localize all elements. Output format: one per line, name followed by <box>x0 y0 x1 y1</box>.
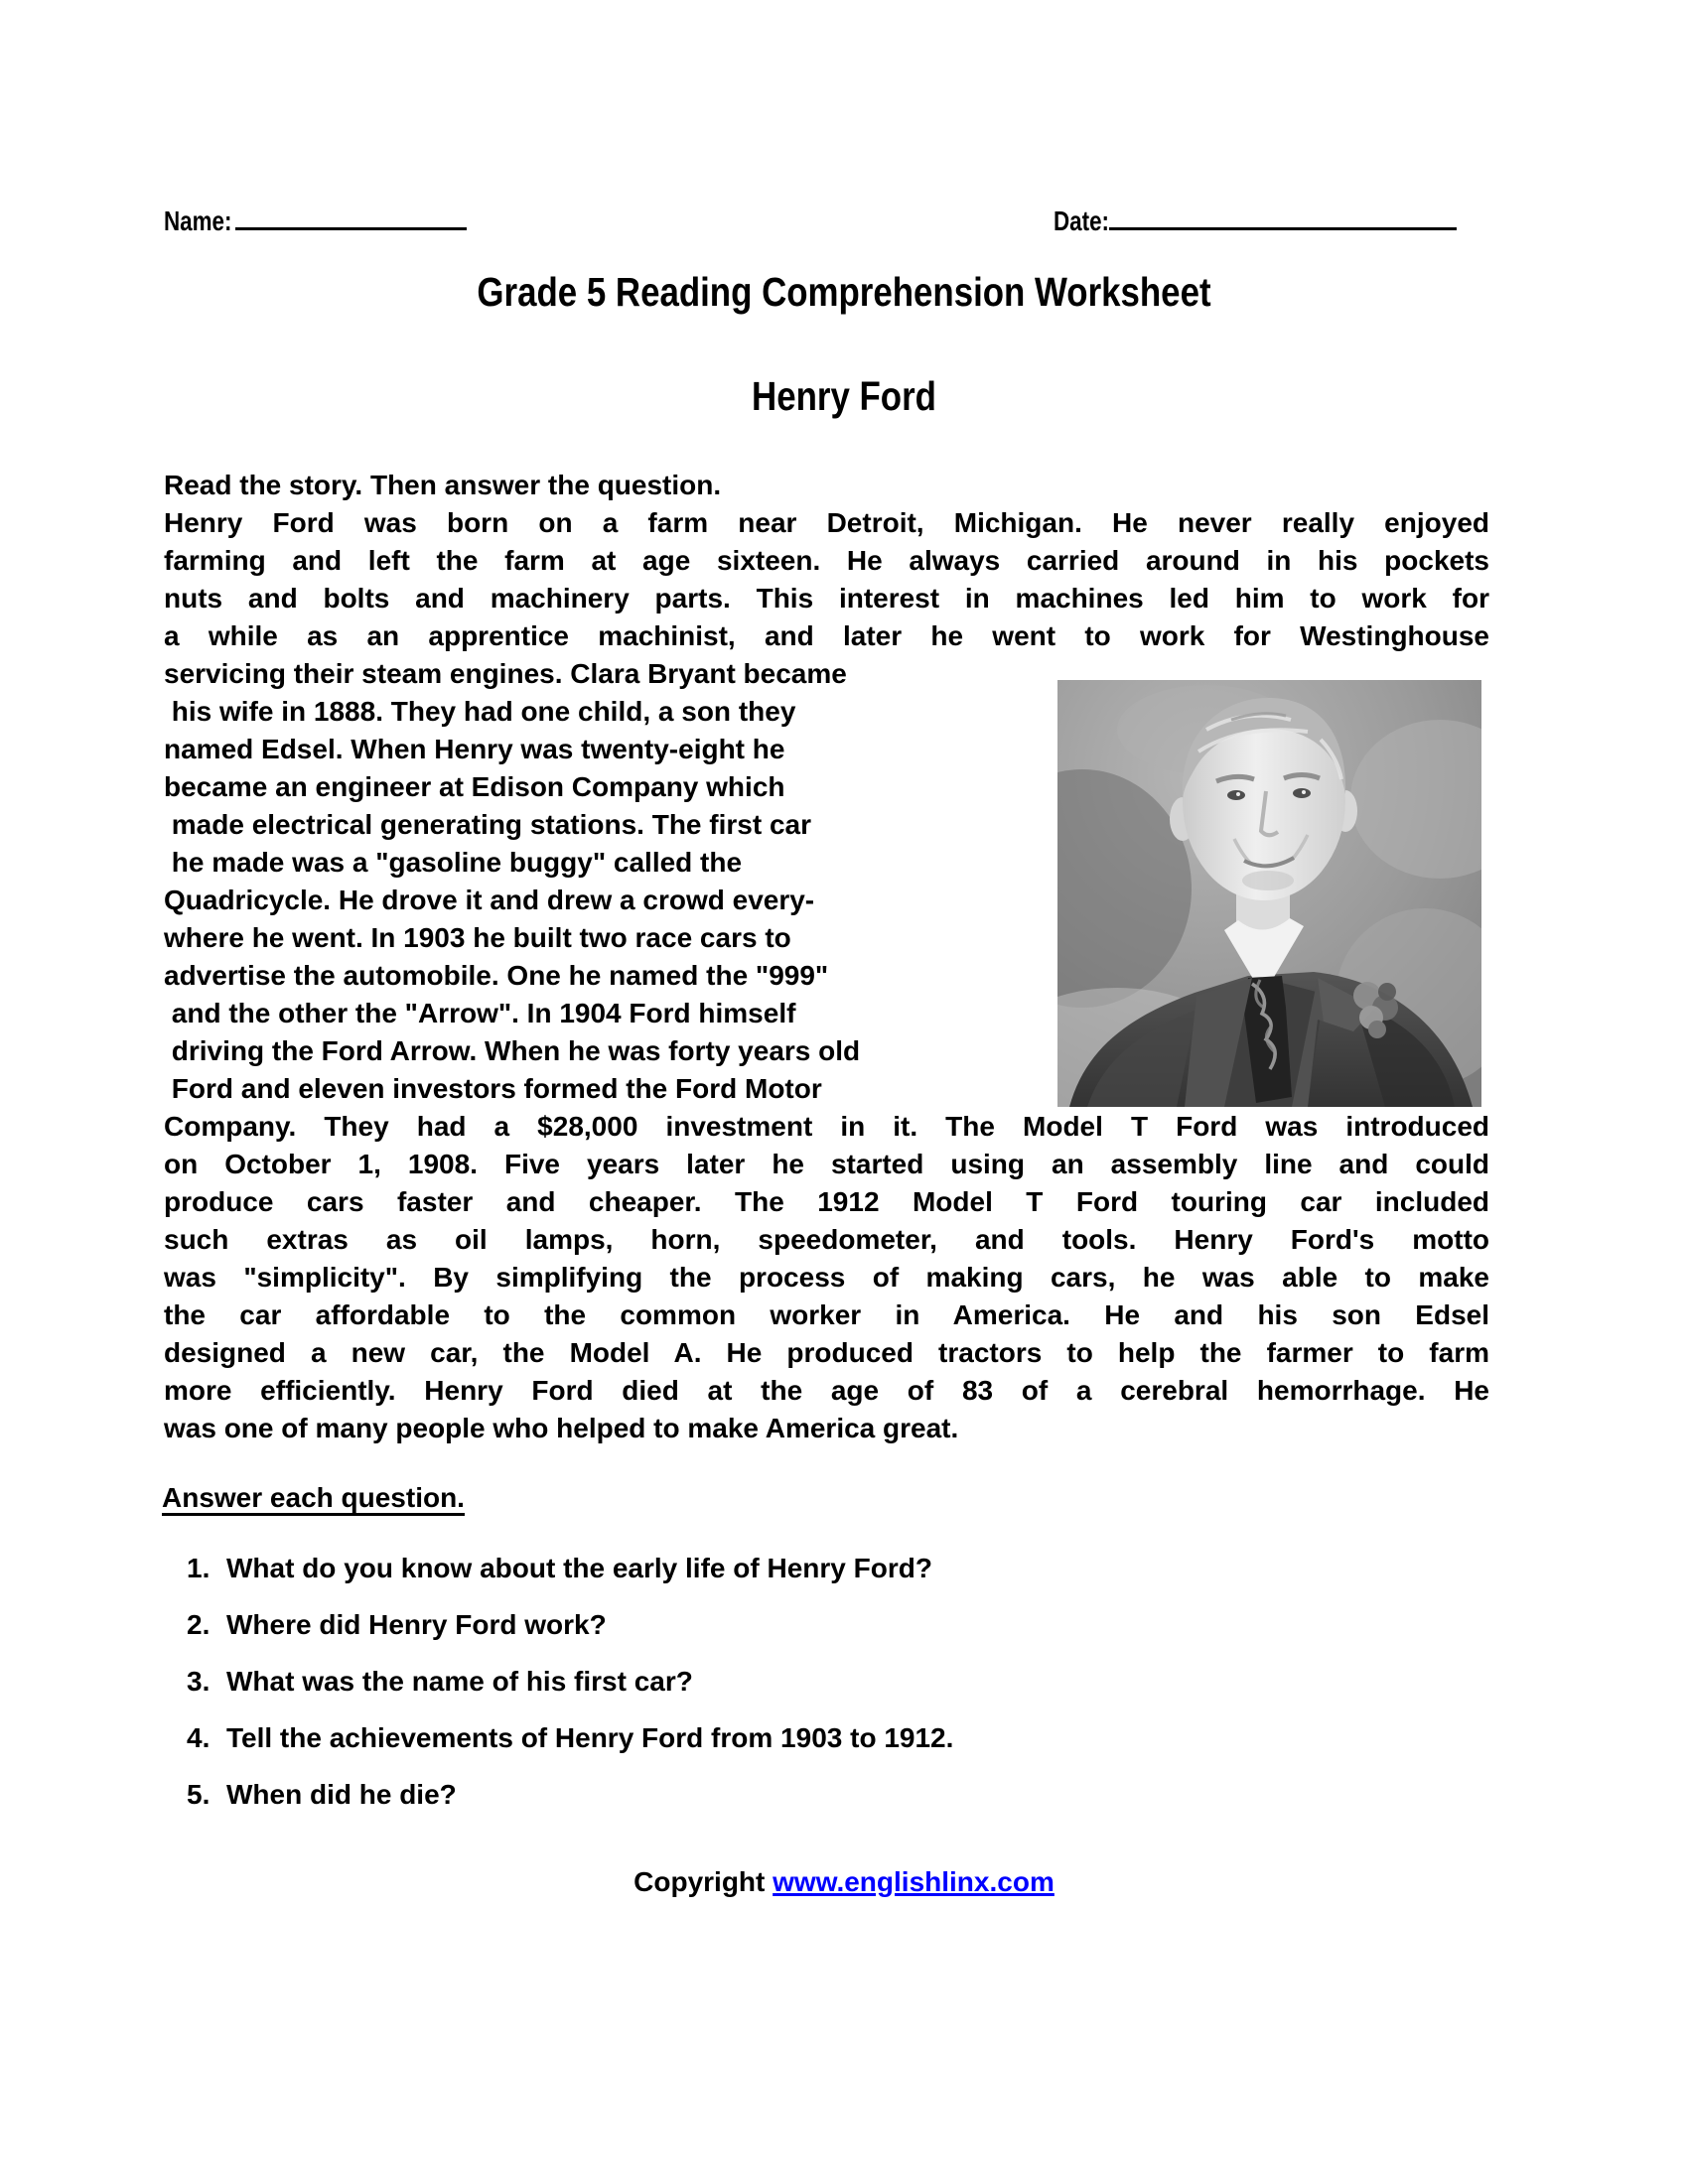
passage-line: was one of many people who helped to make America great. <box>164 1413 959 1443</box>
question-item <box>187 1550 1487 1587</box>
copyright-link[interactable]: www.englishlinx.com <box>773 1866 1055 1897</box>
passage-line: Ford and eleven investors formed the Ford Motor <box>164 1073 822 1104</box>
name-field <box>164 198 467 240</box>
question-list <box>187 1550 1487 1833</box>
henry-ford-photo <box>1057 680 1481 1107</box>
date-field-label: Date: <box>1053 205 1109 236</box>
name-field-label: Name: <box>164 205 232 236</box>
footer <box>0 1863 1688 1901</box>
worksheet-subtitle: Henry Ford <box>752 373 936 419</box>
question-item <box>187 1776 1487 1814</box>
passage-line: Henry Ford was born on a farm near Detroit, Michigan. He never really enjoyed <box>164 507 1489 538</box>
question-text: Where did Henry Ford work? <box>226 1609 607 1640</box>
passage-line: named Edsel. When Henry was twenty-eight he <box>164 734 785 764</box>
name-blank-line <box>235 198 467 230</box>
passage-line: nuts and bolts and machinery parts. This interest in machines led him to work for <box>164 583 1489 614</box>
question-text: When did he die? <box>226 1779 457 1810</box>
passage-line: driving the Ford Arrow. When he was forty years old <box>164 1035 861 1066</box>
question-text: Tell the achievements of Henry Ford from 1903 to 1912. <box>226 1722 954 1753</box>
answer-section-heading: Answer each question. <box>162 1482 465 1513</box>
reading-instructions: Read the story. Then answer the question. <box>164 470 722 500</box>
passage-line: the car affordable to the common worker in America. He and his son Edsel <box>164 1299 1489 1330</box>
passage-line: his wife in 1888. They had one child, a son they <box>164 696 796 727</box>
question-number: 3. <box>187 1666 211 1697</box>
passage-line: a while as an apprentice machinist, and later he went to work for Westinghouse <box>164 620 1489 651</box>
question-item <box>187 1663 1487 1701</box>
passage-line: servicing their steam engines. Clara Bryant became <box>164 658 847 689</box>
question-number: 1. <box>187 1553 211 1583</box>
passage-line: such extras as oil lamps, horn, speedometer, and tools. Henry Ford's motto <box>164 1224 1489 1255</box>
question-text: What do you know about the early life of Henry Ford? <box>226 1553 932 1583</box>
passage-line: produce cars faster and cheaper. The 1912 Model T Ford touring car included <box>164 1186 1489 1217</box>
passage-line: advertise the automobile. One he named the "999" <box>164 960 829 991</box>
passage-line: became an engineer at Edison Company which <box>164 771 785 802</box>
passage-line: where he went. In 1903 he built two race cars to <box>164 922 791 953</box>
question-text: What was the name of his first car? <box>226 1666 693 1697</box>
passage-line: Quadricycle. He drove it and drew a crowd every- <box>164 885 815 915</box>
henry-ford-portrait-image <box>1057 680 1481 1107</box>
passage-line: Company. They had a $28,000 investment in it. The Model T Ford was introduced <box>164 1111 1489 1142</box>
passage-line: designed a new car, the Model A. He produced tractors to help the farmer to farm <box>164 1337 1489 1368</box>
question-item <box>187 1606 1487 1644</box>
question-number: 5. <box>187 1779 211 1810</box>
question-number: 2. <box>187 1609 211 1640</box>
passage-line: he made was a "gasoline buggy" called the <box>164 847 743 878</box>
passage-line: more efficiently. Henry Ford died at the age of 83 of a cerebral hemorrhage. He <box>164 1375 1489 1406</box>
passage-line: farming and left the farm at age sixteen. He always carried around in his pockets <box>164 545 1489 576</box>
passage-line: was "simplicity". By simplifying the process of making cars, he was able to make <box>164 1262 1489 1293</box>
date-blank-line <box>1109 198 1457 230</box>
passage-line: on October 1, 1908. Five years later he started using an assembly line and could <box>164 1149 1489 1179</box>
passage-line: made electrical generating stations. The first car <box>164 809 811 840</box>
date-field <box>1054 198 1457 240</box>
worksheet-title: Grade 5 Reading Comprehension Worksheet <box>477 269 1211 315</box>
question-item <box>187 1719 1487 1757</box>
header-row <box>164 198 1457 240</box>
passage-line: and the other the "Arrow". In 1904 Ford himself <box>164 998 796 1028</box>
copyright-label: Copyright <box>633 1866 766 1897</box>
question-number: 4. <box>187 1722 211 1753</box>
